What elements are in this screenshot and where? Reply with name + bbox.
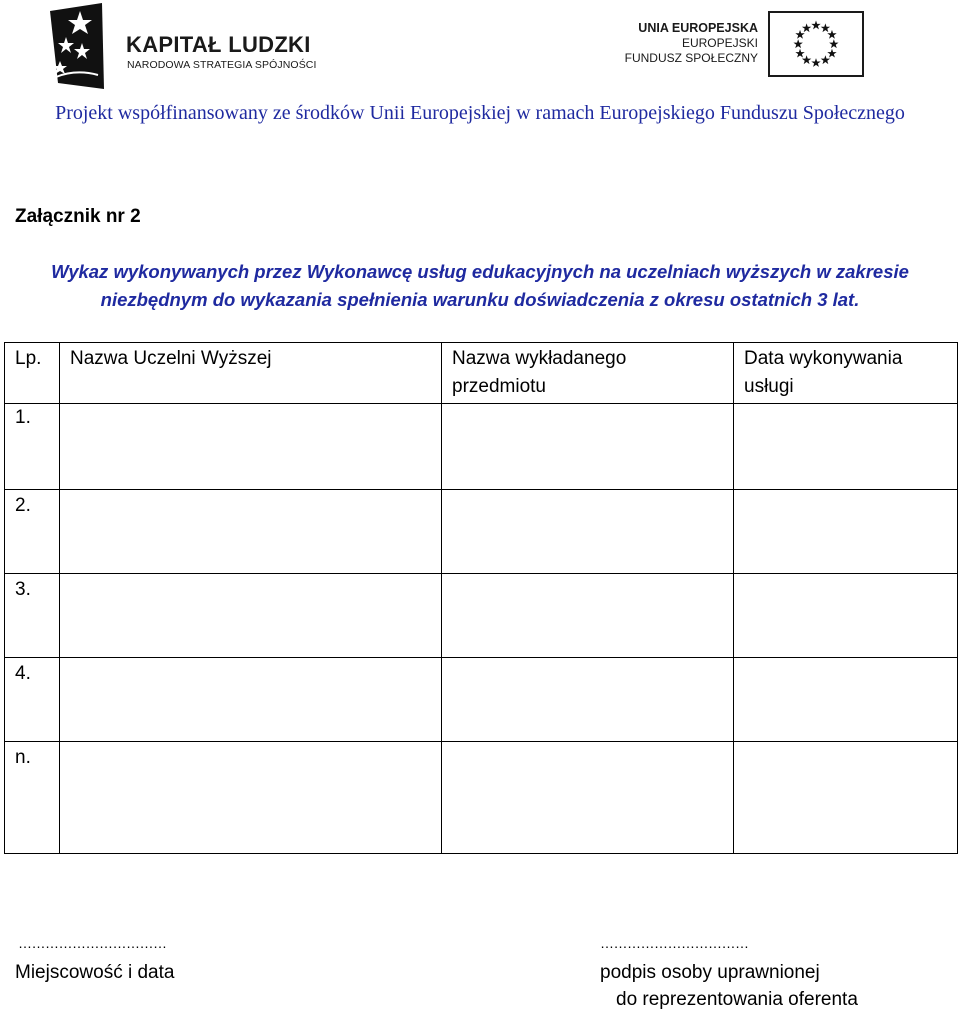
table-row [5,658,958,742]
date-cell[interactable] [734,490,958,574]
table-header-row [5,343,958,404]
header-university: Nazwa Uczelni Wyższej [60,343,442,404]
document-heading [0,258,960,314]
eu-logo-text [598,20,758,66]
date-cell[interactable] [734,658,958,742]
date-cell[interactable] [734,574,958,658]
row-number: 4. [5,658,60,742]
eu-logo-line1: UNIA EUROPEJSKA [638,21,758,35]
row-number: 2. [5,490,60,574]
row-number: 1. [5,404,60,490]
university-cell[interactable] [60,658,442,742]
attachment-label: Załącznik nr 2 [15,206,141,227]
kapital-ludzki-logo [46,3,336,89]
header-lp: Lp. [5,343,60,404]
subject-cell[interactable] [442,658,734,742]
subject-cell[interactable] [442,574,734,658]
signature-label-line1: podpis osoby uprawnionej [600,962,820,983]
university-cell[interactable] [60,404,442,490]
project-cofinancing-line: Projekt współfinansowany ze środków Unii Europejskiej w ramach Europejskiego Funduszu Społecznego [55,102,905,124]
subject-cell[interactable] [442,742,734,854]
document-heading-text: Wykaz wykonywanych przez Wykonawcę usług edukacyjnych na uczelniach wyższych w zakresie niezbędnym do wykazania spełnienia warunku doświadczenia z okresu ostatnich 3 lat. [51,261,909,310]
eu-logo-line2: EUROPEJSKI [681,36,758,50]
table-row [5,490,958,574]
header-date: Data wykonywania usługi [734,343,958,404]
table-row [5,742,958,854]
table-row [5,574,958,658]
eu-logo [620,10,870,80]
kapital-ludzki-emblem-icon [46,3,108,89]
row-number: n. [5,742,60,854]
university-cell[interactable] [60,574,442,658]
university-cell[interactable] [60,490,442,574]
eu-flag-icon [768,11,864,77]
signature-dots: …………………………… [600,935,749,951]
services-table [4,342,958,854]
place-date-dots: …………………………… [18,935,167,951]
kapital-ludzki-subtitle: NARODOWA STRATEGIA SPÓJNOŚCI [127,59,317,71]
date-cell[interactable] [734,742,958,854]
subject-cell[interactable] [442,404,734,490]
eu-logo-line3: FUNDUSZ SPOŁECZNY [624,51,758,65]
date-cell[interactable] [734,404,958,490]
signature-label-line2: do reprezentowania oferenta [616,989,858,1010]
row-number: 3. [5,574,60,658]
university-cell[interactable] [60,742,442,854]
kapital-ludzki-title: KAPITAŁ LUDZKI [126,32,311,57]
table-row [5,404,958,490]
header-subject: Nazwa wykładanego przedmiotu [442,343,734,404]
subject-cell[interactable] [442,490,734,574]
place-date-label: Miejscowość i data [15,962,175,983]
